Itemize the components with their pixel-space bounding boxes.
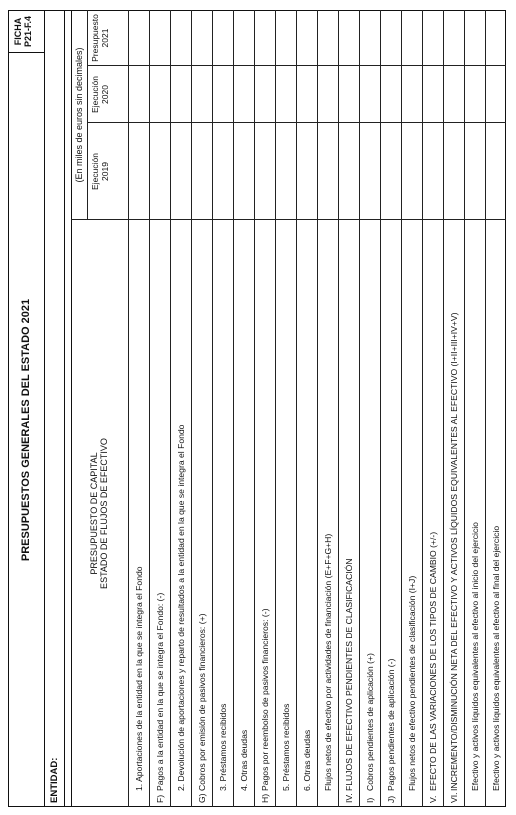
row-text: Cobros pendientes de aplicación (+): [364, 653, 375, 791]
row-text: 5. Préstamos recibidos: [280, 703, 291, 791]
entity-divider: [64, 10, 65, 807]
table-row-label: [176, 425, 186, 791]
row-letter: I): [364, 797, 375, 803]
ficha-code: P21-F.4: [23, 15, 33, 48]
column-header-2020: [91, 66, 110, 123]
header-divider: [44, 10, 45, 807]
row-divider: [401, 10, 402, 807]
row-letter: VI.: [448, 792, 459, 803]
column-header-2019-line1: Ejecución: [90, 153, 100, 190]
row-text: Efectivo y activos líquidos equivalentes al efectivo al inicio del ejercicio: [469, 522, 480, 791]
row-text: INCREMENTO/DISMINUCIÓN NETA DEL EFECTIVO Y ACTIVOS LÍQUIDOS EQUIVALENTES AL EFECTIVO (I+II+III+IV+V): [448, 312, 459, 791]
row-divider: [275, 10, 276, 807]
table-row-label: [428, 532, 438, 803]
table-row-label: [386, 659, 396, 803]
table-row-label: [491, 526, 501, 791]
header-bottom-line: [128, 10, 129, 807]
table-title-line2: ESTADO DE FLUJOS DE EFECTIVO: [99, 438, 109, 589]
units-note: (En miles de euros sin decimales): [74, 47, 84, 183]
column-header-2020-line1: Ejecución: [90, 76, 100, 113]
row-divider: [422, 10, 423, 807]
table-row-label: [239, 730, 249, 791]
row-text: EFECTO DE LAS VARIACIONES DE LOS TIPOS DE CAMBIO (+/-): [427, 531, 438, 791]
table-row-label: [365, 653, 375, 803]
row-divider: [170, 10, 171, 807]
ficha-label: FICHA: [13, 17, 23, 46]
table-row-label: [134, 566, 144, 791]
row-text: 4. Otras deudas: [238, 729, 249, 791]
row-divider: [254, 10, 255, 807]
row-text: 3. Préstamos recibidos: [217, 703, 228, 791]
row-letter: H): [259, 793, 270, 803]
row-text: Flujos netos de efectivo por actividades de financiación (E+F+G+H): [322, 533, 333, 791]
row-text: Efectivo y activos líquidos equivalentes al efectivo al final del ejercicio: [490, 525, 501, 791]
entity-label: ENTIDAD:: [49, 757, 60, 803]
row-divider: [485, 10, 486, 807]
row-text: Pagos a la entidad en la que se integra el Fondo: (-): [154, 592, 165, 791]
column-header-2019-line2: 2019: [99, 162, 110, 181]
row-divider: [296, 10, 297, 807]
units-divider: [87, 10, 88, 220]
row-letter: J): [385, 795, 396, 803]
column-header-2021: [91, 10, 110, 66]
table-row-label: [302, 730, 312, 791]
column-header-2020-line2: 2020: [99, 85, 110, 104]
row-letter: IV.: [343, 793, 354, 803]
row-text: 6. Otras deudas: [301, 729, 312, 791]
row-text: 1. Aportaciones de la entidad en la que se integra el Fondo: [133, 566, 144, 791]
row-divider: [464, 10, 465, 807]
row-divider: [317, 10, 318, 807]
row-divider: [212, 10, 213, 807]
table-row-label: [197, 614, 207, 803]
table-row-label: [323, 534, 333, 791]
row-letter: G): [196, 793, 207, 803]
row-text: FLUJOS DE EFECTIVO PENDIENTES DE CLASIFICACIÓN: [343, 558, 354, 791]
col-divider-1: [71, 219, 506, 220]
table-row-label: [407, 576, 417, 791]
table-row-label: [449, 313, 459, 804]
row-divider: [233, 10, 234, 807]
row-text: 2. Devolución de aportaciones y reparto de resultados a la entidad en la que se integra el Fondo: [175, 424, 186, 791]
column-header-2019: [91, 123, 110, 220]
row-divider: [191, 10, 192, 807]
row-text: Cobros por emisión de pasivos financieros: (+): [196, 613, 207, 791]
table-row-label: [155, 593, 165, 803]
column-header-2021-line2: 2021: [99, 28, 110, 48]
table-row-label: [344, 558, 354, 803]
document-title: PRESUPUESTOS GENERALES DEL ESTADO 2021: [20, 298, 32, 562]
row-divider: [359, 10, 360, 807]
table-row-label: [218, 704, 228, 791]
table-row-label: [281, 704, 291, 791]
row-divider: [338, 10, 339, 807]
row-text: Pagos por reembolso de pasivos financieros: (-): [259, 608, 270, 791]
table-title-line1: PRESUPUESTO DE CAPITAL: [89, 452, 99, 575]
row-divider: [443, 10, 444, 807]
row-letter: F): [154, 794, 165, 803]
row-text: Pagos pendientes de aplicación (-): [385, 658, 396, 791]
table-row-label: [260, 609, 270, 803]
column-header-2021-line1: Presupuesto: [90, 14, 100, 62]
row-letter: V.: [427, 795, 438, 803]
row-text: Flujos netos de efectivo pendientes de clasificación (I+J): [406, 575, 417, 791]
row-divider: [380, 10, 381, 807]
table-row-label: [470, 522, 480, 791]
row-divider: [149, 10, 150, 807]
